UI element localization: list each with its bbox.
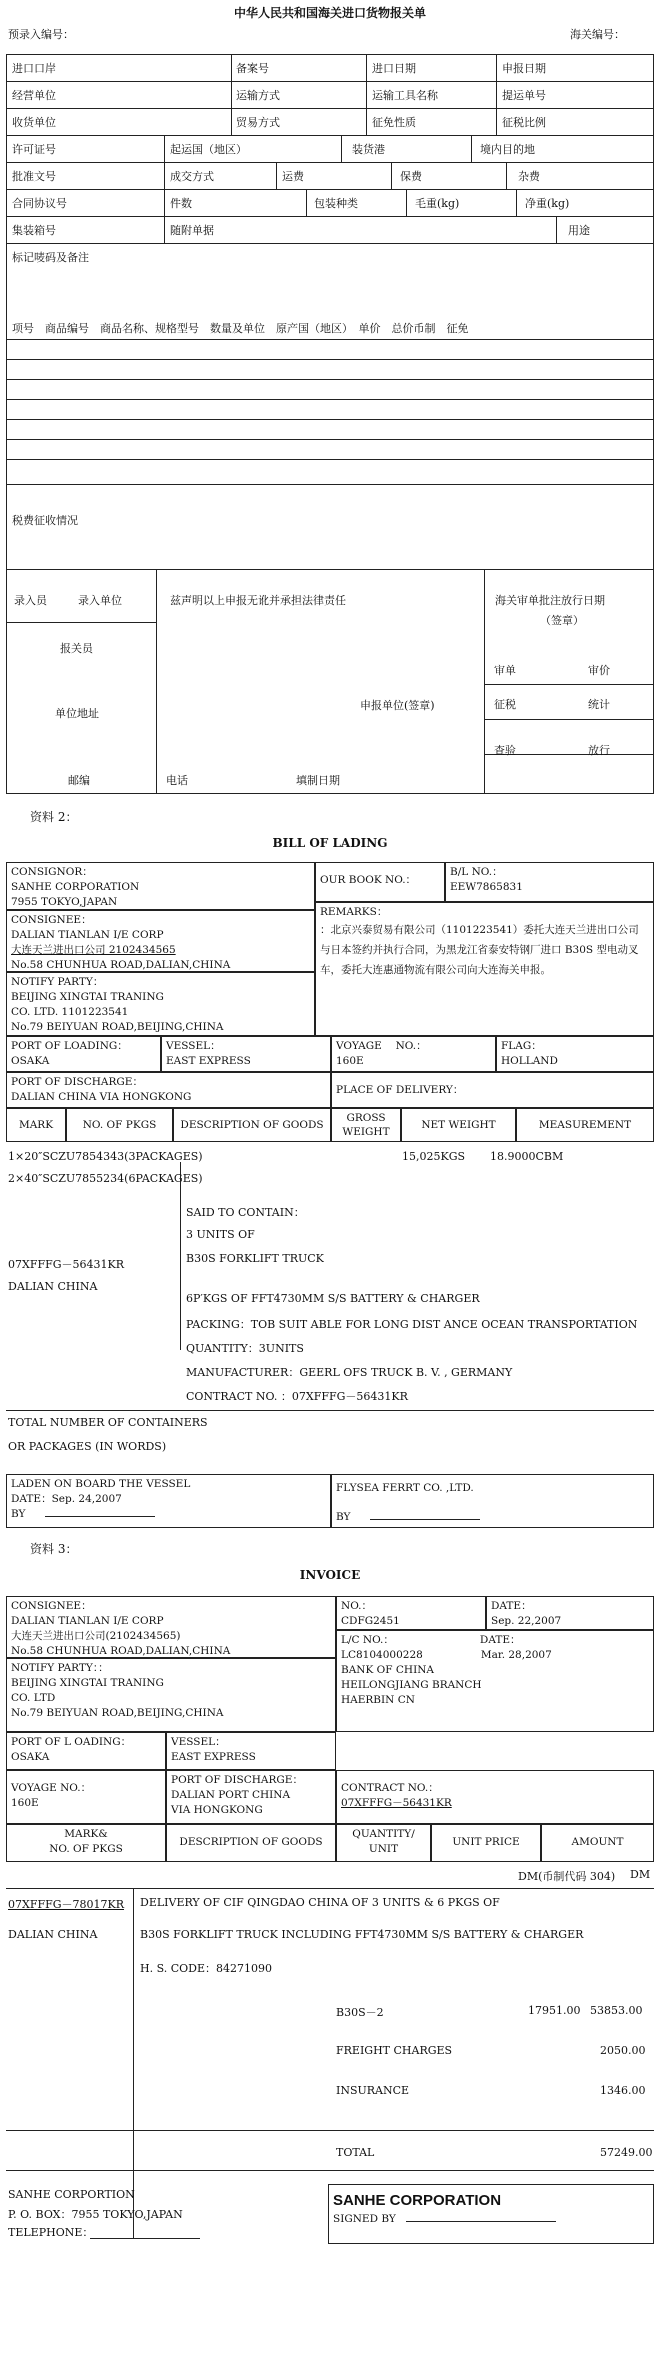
- invoice-title: INVOICE: [299, 1568, 361, 1582]
- field-tax-ratio: 征税比例: [502, 116, 546, 129]
- inv-pol-label: PORT OF L OADING：: [11, 1736, 132, 1748]
- field-deal-mode: 成交方式: [170, 170, 214, 183]
- bl-notify-box: [6, 972, 315, 1036]
- inv-total-label: TOTAL: [336, 2146, 375, 2159]
- field-import-date: 进口日期: [372, 62, 416, 75]
- bl-remarks-text: ：北京兴泰贸易有限公司（1101223541）委托大连天兰进出口公司与日本签约并执行合同，为黑龙江省泰安特钢厂进口 B30S 型电动叉车，委托大连惠通物流有限公司向大连海关申报。: [320, 924, 639, 976]
- inv-bank-3: HAERBIN CN: [341, 1694, 415, 1706]
- field-usage: 用途: [568, 224, 590, 237]
- bl-pod-box: [6, 1072, 331, 1108]
- inv-contract-box: [336, 1770, 654, 1824]
- bl-pod-value: DALIAN CHINA VIA HONGKONG: [11, 1091, 192, 1103]
- field-import-port: 进口口岸: [12, 62, 56, 75]
- unit-address-label: 单位地址: [55, 707, 99, 720]
- bl-remarks-box: [315, 902, 654, 1036]
- inv-consignee-box: [6, 1596, 336, 1658]
- bl-total-containers: TOTAL NUMBER OF CONTAINERS: [8, 1416, 208, 1429]
- inv-vessel-label: VESSEL：: [171, 1736, 226, 1748]
- inv-lc-date-label: DATE：: [479, 1634, 521, 1646]
- inv-date-label: DATE：: [491, 1600, 532, 1612]
- bl-title: BILL OF LADING: [272, 836, 388, 850]
- field-insurance: 保费: [400, 170, 422, 183]
- customs-form-frame: [6, 54, 654, 794]
- inv-notify-box: [6, 1658, 336, 1732]
- bl-voyage-box: [331, 1036, 496, 1072]
- doc2-section-label: 资料 2：: [30, 810, 78, 824]
- bl-our-book-box: [315, 862, 445, 902]
- inv-col-qty-1: QUANTITY/: [352, 1828, 415, 1840]
- inv-desc-2: B30S FORKLIFT TRUCK INCLUDING FFT4730MM S/S BATTERY & CHARGER: [140, 1928, 584, 1941]
- field-package-type: 包装种类: [314, 197, 358, 210]
- bl-vessel-value: EAST EXPRESS: [166, 1055, 251, 1067]
- inv-desc-1: DELIVERY OF CIF QINGDAO CHINA OF 3 UNITS & 6 PKGS OF: [140, 1896, 500, 1909]
- bl-measure: 18.9000CBM: [490, 1150, 564, 1163]
- field-bl-no: 提运单号: [502, 89, 546, 102]
- bl-notify-label: NOTIFY PARTY：: [11, 976, 104, 988]
- inv-seller-tel: TELEPHONE：: [8, 2226, 94, 2239]
- field-declare-date: 申报日期: [502, 62, 546, 75]
- bl-by-1: [11, 1507, 326, 1522]
- tax-levy-label: 征税: [494, 698, 516, 711]
- bl-date: DATE：Sep. 24,2007: [11, 1493, 122, 1505]
- inv-pol-value: OSAKA: [11, 1751, 50, 1763]
- price-review-label: 审价: [588, 664, 610, 677]
- inv-insurance-label: INSURANCE: [336, 2084, 410, 2097]
- field-pieces: 件数: [170, 197, 192, 210]
- inv-consignee-addr: No.58 CHUNHUA ROAD,DALIAN,CHINA: [11, 1645, 231, 1657]
- inv-pod-2: VIA HONGKONG: [171, 1804, 263, 1816]
- inv-lc-label: L/C NO.：: [341, 1634, 394, 1646]
- inv-signed-by-label: SIGNED BY: [333, 2213, 396, 2225]
- review-label: 审单: [494, 664, 516, 677]
- inv-consignee-cn: 大连天兰进出口公司(2102434565): [11, 1630, 181, 1642]
- inv-date-box: [486, 1596, 654, 1630]
- bl-container-1: 1×20″SCZU7854343(3PACKAGES): [8, 1150, 203, 1163]
- inv-contract-label: CONTRACT NO.：: [341, 1782, 439, 1794]
- bl-container-2: 2×40″SCZU7855234(6PACKAGES): [8, 1172, 203, 1185]
- inv-seller-box: P. O. BOX：7955 TOKYO,JAPAN: [8, 2208, 183, 2221]
- inv-item-price: 17951.00: [528, 2004, 581, 2017]
- inv-freight-value: 2050.00: [600, 2044, 646, 2057]
- bl-consignor-addr: 7955 TOKYO,JAPAN: [11, 896, 118, 908]
- inv-contract-value: 07XFFFG－56431KR: [341, 1797, 452, 1809]
- entry-unit-label: 录入单位: [78, 594, 122, 607]
- prerecord-no-label: 预录入编号：: [8, 28, 74, 41]
- items-header: 项号 商品编号 商品名称、规格型号 数量及单位 原产国（地区） 单价 总价币制 征免: [12, 322, 469, 335]
- inv-lc-date: Mar. 28,2007: [480, 1649, 552, 1661]
- bl-said-to-contain: SAID TO CONTAIN：: [186, 1206, 305, 1219]
- bl-laden-box: [6, 1474, 331, 1528]
- tax-info-label: 税费征收情况: [12, 514, 78, 527]
- bl-no-label: B/L NO.：: [450, 866, 503, 878]
- bl-mark-2: DALIAN CHINA: [8, 1280, 98, 1293]
- bl-consignor-label: CONSIGNOR：: [11, 866, 93, 878]
- inv-no-label: NO.：: [341, 1600, 373, 1612]
- bl-laden: LADEN ON BOARD THE VESSEL: [11, 1478, 191, 1490]
- bl-col-meas: MEASUREMENT: [516, 1108, 654, 1142]
- inv-hs-code: H. S. CODE：84271090: [140, 1962, 272, 1975]
- inv-currency: DM(币制代码 304): [518, 1870, 616, 1883]
- inv-pol-box: [6, 1732, 166, 1770]
- field-attached-docs: 随附单据: [170, 224, 214, 237]
- declaration-text: 兹声明以上申报无讹并承担法律责任: [170, 594, 346, 607]
- seal-label: （签章）: [540, 614, 584, 627]
- bl-consignee-label: CONSIGNEE：: [11, 914, 92, 926]
- inv-col-mark: [6, 1824, 166, 1862]
- statistics-label: 统计: [588, 698, 610, 711]
- inv-bank-1: BANK OF CHINA: [341, 1664, 435, 1676]
- inv-item-model: B30S－2: [336, 2006, 384, 2019]
- bl-contract: CONTRACT NO. ：07XFFFG－56431KR: [186, 1390, 408, 1403]
- phone-label: 电话: [166, 774, 188, 787]
- inv-vessel-value: EAST EXPRESS: [171, 1751, 256, 1763]
- bl-col-pkgs: NO. OF PKGS: [66, 1108, 173, 1142]
- field-levy-nature: 征免性质: [372, 116, 416, 129]
- form-title: 中华人民共和国海关进口货物报关单: [233, 6, 426, 20]
- field-freight: 运费: [282, 170, 304, 183]
- inv-col-qty-2: UNIT: [368, 1843, 399, 1855]
- bl-mark-1: 07XFFFG－56431KR: [8, 1258, 125, 1271]
- inv-pod-1: DALIAN PORT CHINA: [171, 1789, 291, 1801]
- bl-our-book-label: OUR BOOK NO.：: [320, 874, 417, 886]
- bl-notify-co: CO. LTD. 1101223541: [11, 1006, 129, 1018]
- inv-notify-co: CO. LTD: [11, 1692, 56, 1704]
- bl-pol-box: [6, 1036, 161, 1072]
- bl-by-1-label: BY: [11, 1508, 26, 1520]
- inv-voyage-box: [6, 1770, 166, 1824]
- bl-pol-value: OSAKA: [11, 1055, 50, 1067]
- bl-units: 3 UNITS OF: [186, 1228, 255, 1241]
- bl-voyage-label: VOYAGE NO.：: [336, 1040, 427, 1052]
- field-net-weight: 净重(kg): [525, 197, 570, 210]
- inv-seller-name: SANHE CORPORTION: [8, 2188, 135, 2201]
- zip-label: 邮编: [68, 774, 90, 787]
- bl-flag-value: HOLLAND: [501, 1055, 558, 1067]
- field-operating-unit: 经营单位: [12, 89, 56, 102]
- bl-col-gross: GROSS WEIGHT: [331, 1108, 401, 1142]
- bl-consignee-box: [6, 910, 315, 972]
- field-origin-country: 起运国（地区）: [170, 143, 247, 156]
- field-trade-mode: 贸易方式: [236, 116, 280, 129]
- inv-no-box: [336, 1596, 486, 1630]
- field-transport-name: 运输工具名称: [372, 89, 438, 102]
- doc3-section-label: 资料 3：: [30, 1542, 78, 1556]
- field-approval-no: 批准文号: [12, 170, 56, 183]
- inv-insurance-value: 1346.00: [600, 2084, 646, 2097]
- inv-voyage-label: VOYAGE NO.：: [11, 1782, 92, 1794]
- inv-no-value: CDFG2451: [341, 1615, 400, 1627]
- inv-freight-label: FREIGHT CHARGES: [336, 2044, 453, 2057]
- field-container-no: 集装箱号: [12, 224, 56, 237]
- bl-consignor-box: [6, 862, 315, 910]
- inv-col-mark-2: NO. OF PKGS: [49, 1843, 123, 1855]
- inv-vessel-box: [166, 1732, 336, 1770]
- bl-carrier: FLYSEA FERRT CO. ,LTD.: [336, 1482, 474, 1494]
- bl-flag-label: FLAG：: [501, 1040, 542, 1052]
- customs-no-label: 海关编号：: [570, 28, 625, 41]
- inv-mark-1: 07XFFFG－78017KR: [8, 1898, 125, 1911]
- inv-col-desc: DESCRIPTION OF GOODS: [166, 1824, 336, 1862]
- inv-currency-2: DM: [630, 1868, 651, 1881]
- broker-label: 报关员: [60, 642, 93, 655]
- bl-delivery-label: PLACE OF DELIVERY：: [336, 1084, 464, 1096]
- entry-clerk-label: 录入员: [14, 594, 47, 607]
- inv-pod-box: [166, 1770, 336, 1824]
- inv-consignee-name: DALIAN TIANLAN I/E CORP: [11, 1615, 164, 1627]
- bl-manufacturer: MANUFACTURER：GEERL OFS TRUCK B. V. , GERMANY: [186, 1366, 513, 1379]
- bl-consignee-addr: No.58 CHUNHUA ROAD,DALIAN,CHINA: [11, 959, 231, 971]
- bl-col-net: NET WEIGHT: [401, 1108, 516, 1142]
- bl-vessel-label: VESSEL：: [166, 1040, 221, 1052]
- bl-pod-label: PORT OF DISCHARGE：: [11, 1076, 143, 1088]
- inv-lc-box: [336, 1630, 654, 1732]
- inv-voyage-value: 160E: [11, 1797, 39, 1809]
- fill-date-label: 填制日期: [296, 774, 340, 787]
- bl-weight: 15,025KGS: [402, 1150, 466, 1163]
- bl-remarks-label: REMARKS：: [320, 906, 388, 918]
- inv-notify-label: NOTIFY PARTY：：: [11, 1662, 109, 1674]
- inv-notify-addr: No.79 BEIYUAN ROAD,BEIJING,CHINA: [11, 1707, 224, 1719]
- field-transport-mode: 运输方式: [236, 89, 280, 102]
- bl-truck: B30S FORKLIFT TRUCK: [186, 1252, 324, 1265]
- inv-col-price: UNIT PRICE: [431, 1824, 541, 1862]
- bl-notify-addr: No.79 BEIYUAN ROAD,BEIJING,CHINA: [11, 1021, 224, 1033]
- inv-col-mark-1: MARK&: [64, 1828, 108, 1840]
- bl-by-2-label: BY: [336, 1511, 351, 1523]
- field-consignee-unit: 收货单位: [12, 116, 56, 129]
- bl-col-mark: MARK: [6, 1108, 66, 1142]
- bl-delivery-box: [331, 1072, 654, 1108]
- bl-quantity: QUANTITY：3UNITS: [186, 1342, 304, 1355]
- inv-lc-value: LC8104000228: [341, 1649, 423, 1661]
- bl-pol-label: PORT OF LOADING：: [11, 1040, 128, 1052]
- field-marks: 标记唛码及备注: [12, 251, 89, 264]
- inv-consignee-label: CONSIGNEE：: [11, 1600, 92, 1612]
- bl-consignee-cn: 大连天兰进出口公司 2102434565: [11, 944, 176, 956]
- field-record-no: 备案号: [236, 62, 269, 75]
- field-loading-port: 装货港: [352, 143, 385, 156]
- inv-date-value: Sep. 22,2007: [491, 1615, 562, 1627]
- inv-notify-name: BEIJING XINGTAI TRANING: [11, 1677, 164, 1689]
- bl-notify-name: BEIJING XINGTAI TRANING: [11, 991, 164, 1003]
- release-label: 放行: [588, 744, 610, 757]
- inv-total-value: 57249.00: [600, 2146, 653, 2159]
- inv-signature-company: SANHE CORPORATION: [333, 2192, 502, 2209]
- bl-battery: 6P′KGS OF FFT4730MM S/S BATTERY & CHARGER: [186, 1292, 480, 1305]
- approval-label: 海关审单批注放行日期: [495, 594, 605, 607]
- bl-carrier-box: [331, 1474, 654, 1528]
- field-destination: 境内目的地: [480, 143, 535, 156]
- bl-voyage-value: 160E: [336, 1055, 364, 1067]
- bl-number-box: [445, 862, 654, 902]
- bl-or-packages: OR PACKAGES (IN WORDS): [8, 1440, 167, 1453]
- field-gross-weight: 毛重(kg): [415, 197, 460, 210]
- declarant-label: 申报单位(签章): [360, 699, 435, 712]
- inv-pod-label: PORT OF DISCHARGE：: [171, 1774, 303, 1786]
- field-contract-no: 合同协议号: [12, 197, 67, 210]
- bl-packing: PACKING：TOB SUIT ABLE FOR LONG DIST ANCE OCEAN TRANSPORTATION: [186, 1318, 638, 1331]
- inv-mark-2: DALIAN CHINA: [8, 1928, 98, 1941]
- bl-col-desc: DESCRIPTION OF GOODS: [173, 1108, 331, 1142]
- bl-no-value: EEW7865831: [450, 881, 523, 893]
- inv-bank-2: HEILONGJIANG BRANCH: [341, 1679, 482, 1691]
- inv-col-amount: AMOUNT: [541, 1824, 654, 1862]
- inv-item-amount: 53853.00: [590, 2004, 643, 2017]
- inv-signature-box: [328, 2184, 654, 2244]
- field-license-no: 许可证号: [12, 143, 56, 156]
- inv-col-qty: [336, 1824, 431, 1862]
- bl-vessel-box: [161, 1036, 331, 1072]
- inspection-label: 查验: [494, 744, 516, 757]
- bl-consignee-name: DALIAN TIANLAN I/E CORP: [11, 929, 164, 941]
- bl-consignor-name: SANHE CORPORATION: [11, 881, 140, 893]
- bl-flag-box: [496, 1036, 654, 1072]
- field-misc: 杂费: [518, 170, 540, 183]
